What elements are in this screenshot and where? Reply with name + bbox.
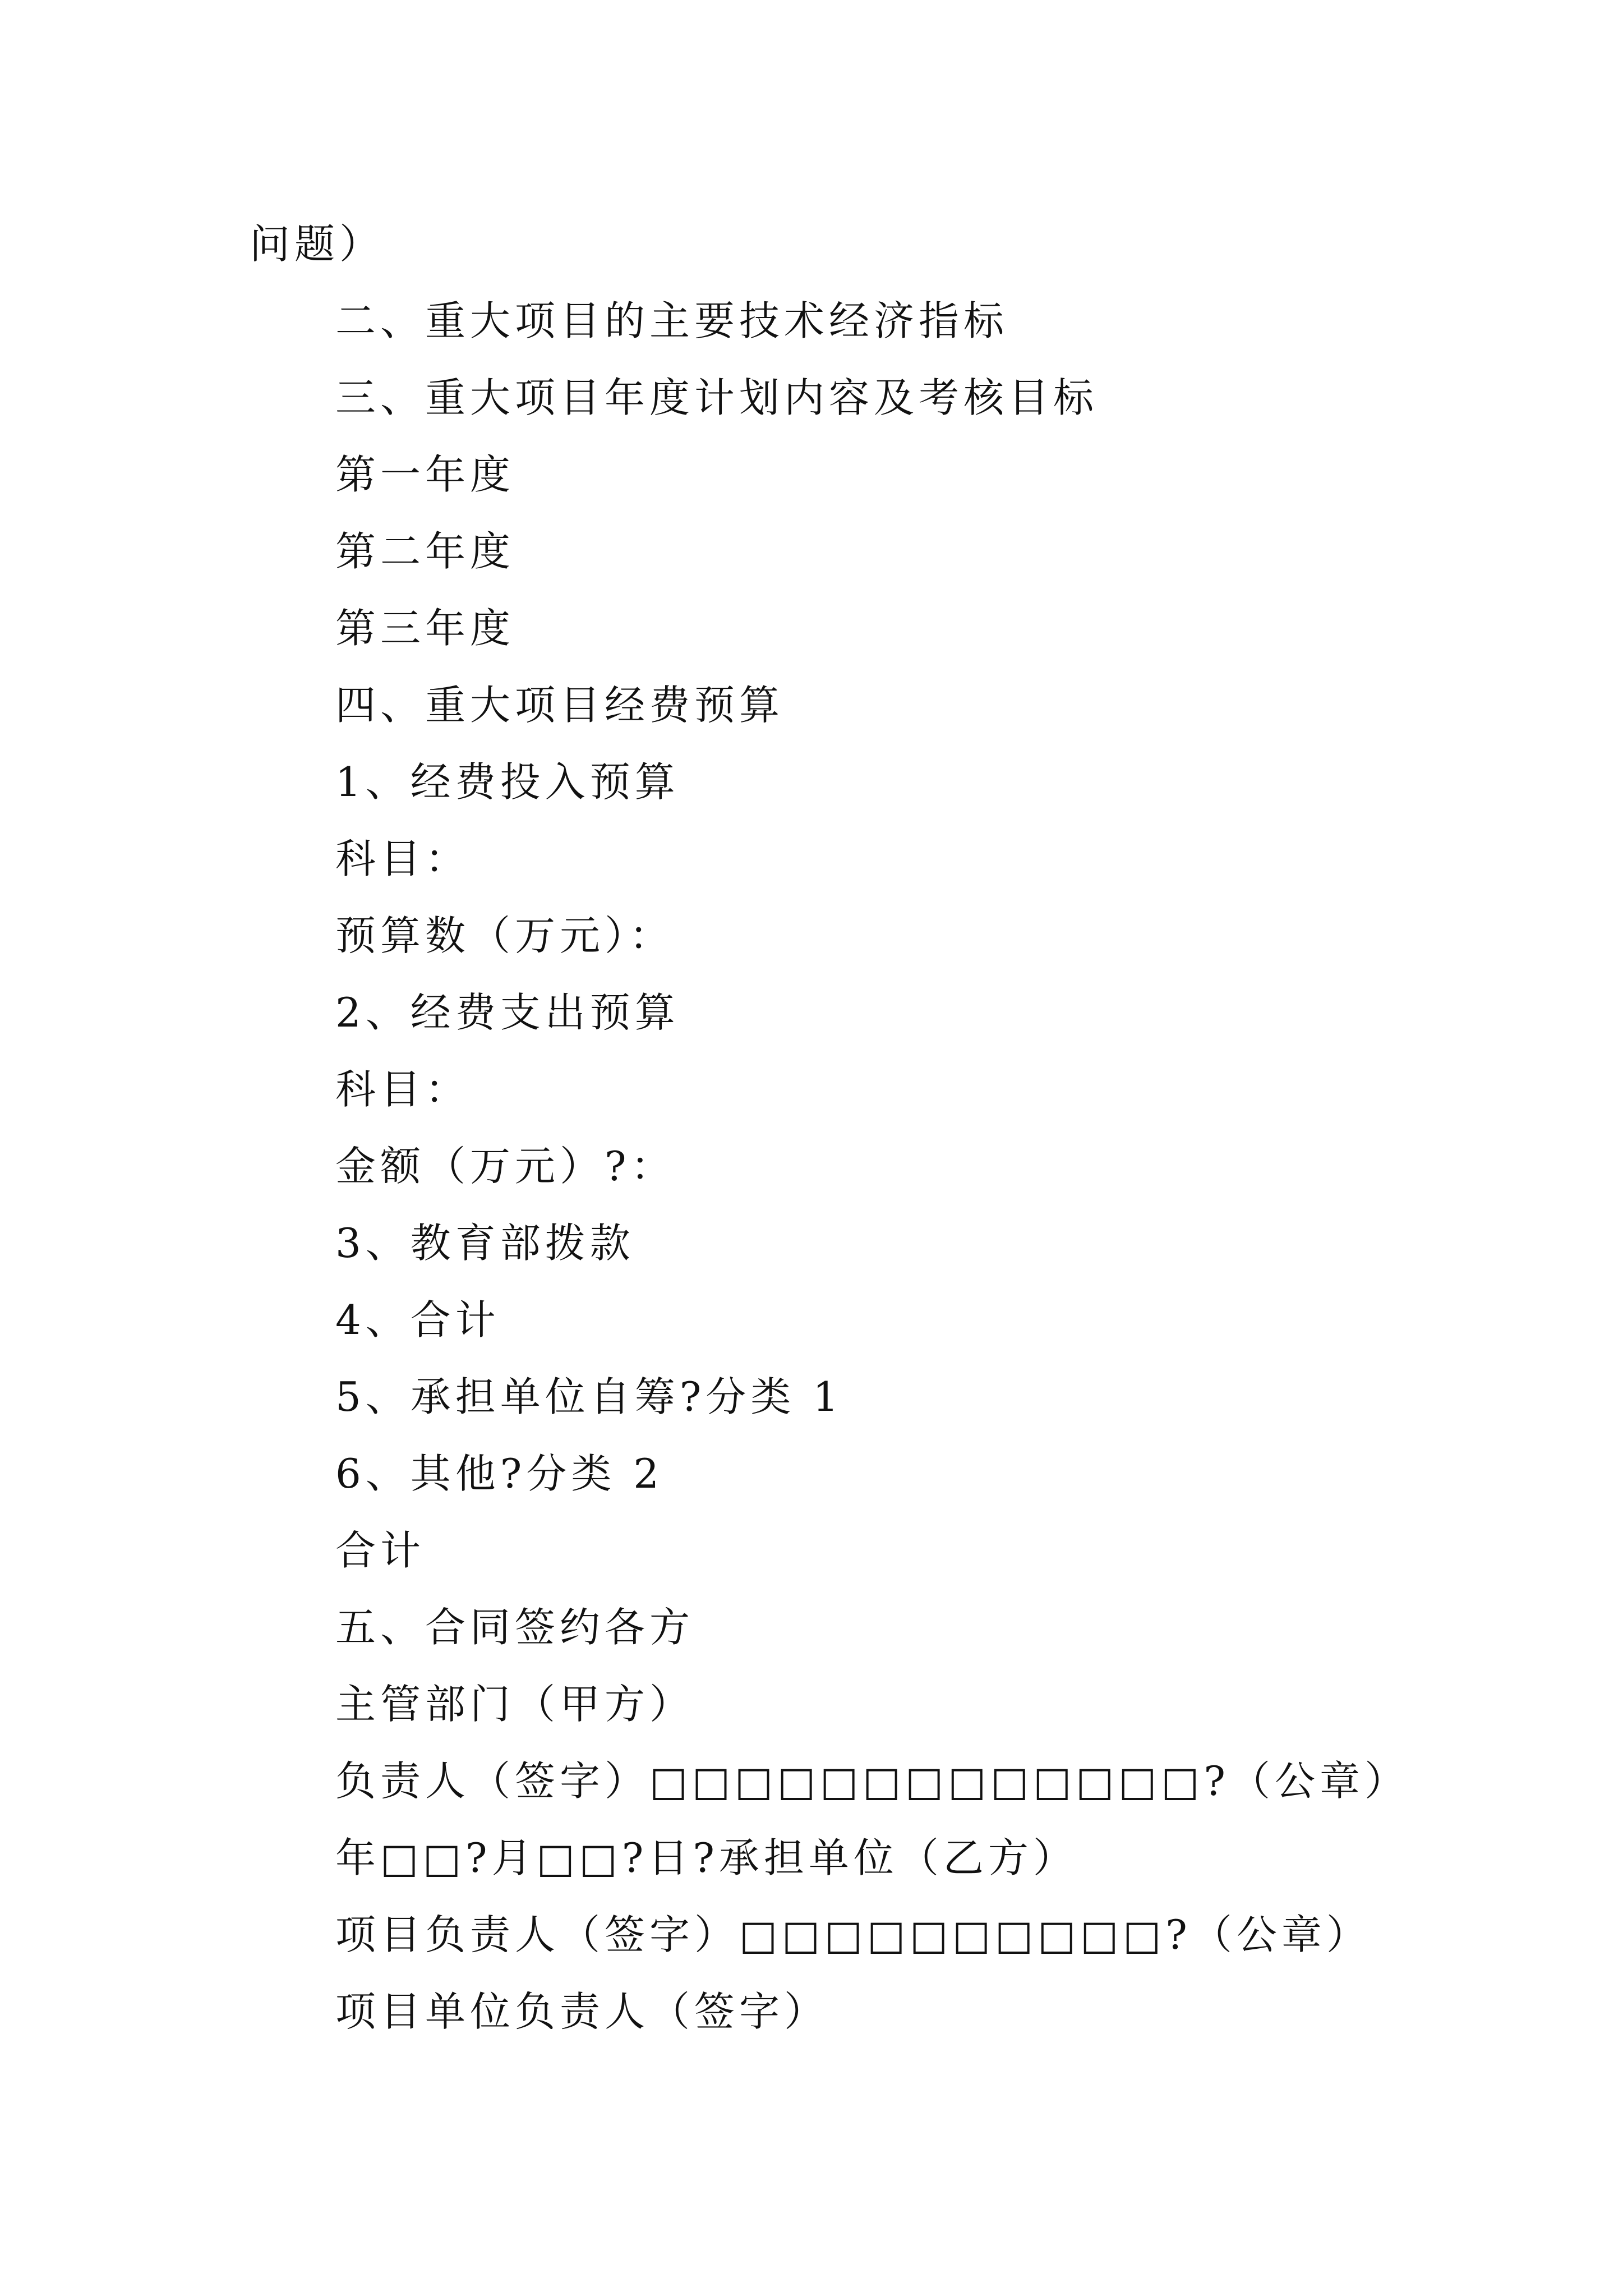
section-heading-5: 五、合同签约各方 — [335, 1604, 695, 1651]
subject-label: 科目： — [335, 835, 471, 882]
project-leader-signature-line: 项目负责人（签字）□□□□□□□□□□?（公章） — [335, 1911, 1371, 1958]
amount-label: 金额（万元）?： — [335, 1143, 676, 1190]
section-heading-3: 三、重大项目年度计划内容及考核目标 — [335, 374, 1099, 421]
text-line-continuation: 问题） — [250, 220, 385, 268]
total-label: 合计 — [335, 1527, 426, 1574]
budget-input-heading: 1、经费投入预算 — [335, 758, 680, 806]
date-and-party-b-line: 年□□?月□□?日?承担单位（乙方） — [335, 1834, 1078, 1881]
self-raised-item: 5、承担单位自筹?分类 1 — [335, 1373, 843, 1420]
year-two-label: 第二年度 — [335, 528, 515, 575]
budget-expense-heading: 2、经费支出预算 — [335, 989, 680, 1036]
section-heading-4: 四、重大项目经费预算 — [335, 682, 785, 729]
budget-amount-label: 预算数（万元）： — [335, 912, 675, 959]
subject-label-2: 科目： — [335, 1066, 471, 1113]
subtotal-item: 4、合计 — [335, 1296, 500, 1343]
unit-leader-signature-line: 项目单位负责人（签字） — [335, 1988, 829, 2035]
other-item: 6、其他?分类 2 — [335, 1450, 664, 1497]
party-a-label: 主管部门（甲方） — [335, 1681, 695, 1728]
year-one-label: 第一年度 — [335, 451, 515, 498]
section-heading-2: 二、重大项目的主要技术经济指标 — [335, 297, 1009, 344]
party-a-signature-line: 负责人（签字）□□□□□□□□□□□□□?（公章） — [335, 1757, 1409, 1805]
ministry-allocation-item: 3、教育部拨款 — [335, 1220, 635, 1267]
year-three-label: 第三年度 — [335, 605, 515, 652]
